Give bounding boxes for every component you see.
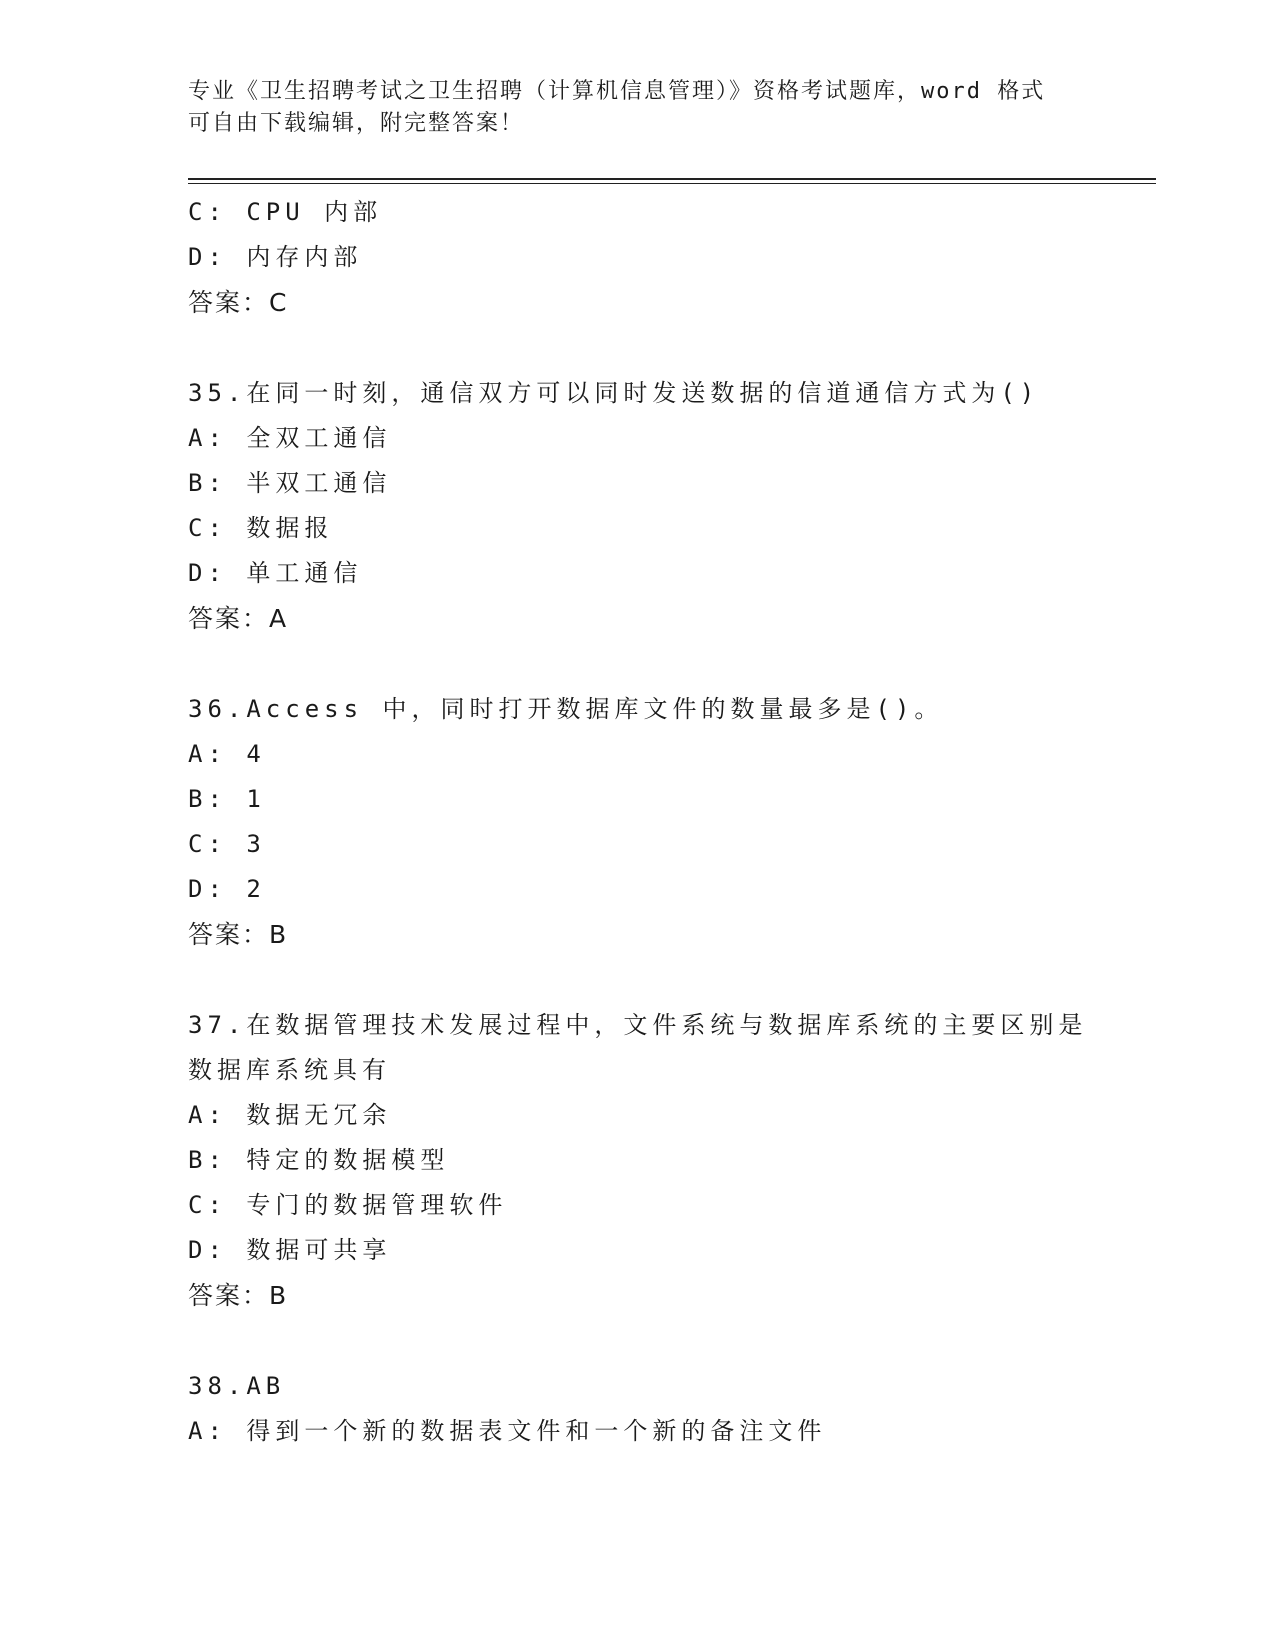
option-d: D: 数据可共享 — [188, 1236, 392, 1264]
option-b: B: 特定的数据模型 — [188, 1146, 450, 1174]
question-text: 36.Access 中，同时打开数据库文件的数量最多是()。 — [188, 695, 944, 723]
answer: 答案：A — [188, 604, 289, 633]
header-divider — [188, 178, 1156, 180]
question-continued — [188, 190, 1088, 325]
question-text: 35.在同一时刻，通信双方可以同时发送数据的信道通信方式为() — [188, 379, 1040, 407]
answer: 答案：B — [188, 1281, 289, 1310]
option-c: C: 3 — [188, 830, 266, 858]
question-text-line-2: 数据库系统具有 — [188, 1056, 391, 1084]
question-text-line-1: 37.在数据管理技术发展过程中，文件系统与数据库系统的主要区别是 — [188, 1011, 1088, 1039]
option-b: B: 半双工通信 — [188, 469, 392, 497]
question-text: 38.AB — [188, 1372, 286, 1400]
header-line-2: 可自由下载编辑，附完整答案！ — [188, 111, 525, 136]
option-b: B: 1 — [188, 785, 266, 813]
option-a: A: 全双工通信 — [188, 424, 392, 452]
header-divider-thin — [188, 183, 1156, 184]
option-a: A: 得到一个新的数据表文件和一个新的备注文件 — [188, 1417, 827, 1445]
question-38 — [188, 1364, 1088, 1454]
answer: 答案：C — [188, 288, 289, 317]
option-d: D: 单工通信 — [188, 559, 363, 587]
document-header — [188, 76, 1068, 140]
option-d: D: 2 — [188, 875, 266, 903]
answer: 答案：B — [188, 920, 289, 949]
option-c: C: 专门的数据管理软件 — [188, 1191, 508, 1219]
header-line-1: 专业《卫生招聘考试之卫生招聘（计算机信息管理）》资格考试题库，word 格式 — [188, 79, 1046, 104]
option-a: A: 数据无冗余 — [188, 1101, 392, 1129]
option-c: C: 数据报 — [188, 514, 334, 542]
question-35 — [188, 371, 1088, 641]
option-a: A: 4 — [188, 740, 266, 768]
question-37 — [188, 1003, 1088, 1318]
question-36 — [188, 687, 1088, 957]
option-c: C: CPU 内部 — [188, 198, 383, 226]
question-list — [188, 190, 1088, 1454]
option-d: D: 内存内部 — [188, 243, 363, 271]
